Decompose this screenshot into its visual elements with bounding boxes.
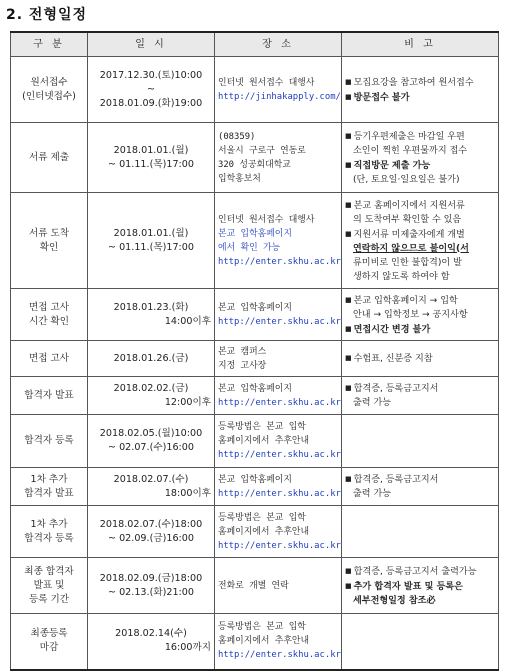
datetime-text: 2018.01.23.(화) xyxy=(113,301,189,313)
place-text: 본교 입학홈페이지 xyxy=(218,383,292,394)
datetime-text: 12:00이후 xyxy=(164,396,211,408)
datetime-text: 2018.01.26.(금) xyxy=(113,352,189,364)
table-row xyxy=(11,289,499,341)
datetime-text: ~ 02.07.(수)16:00 xyxy=(107,442,194,453)
datetime-cell xyxy=(88,614,215,670)
category-text: 면접 고사 xyxy=(28,352,70,364)
place-text: 본교 입학홈페이지 xyxy=(218,474,292,485)
note-text: ■ 면접시간 변경 불가 xyxy=(345,322,495,337)
column-header-notes: 비 고 xyxy=(342,32,499,57)
note-text: 생하지 않도록 하여야 함 xyxy=(353,271,450,282)
category-text: 서류 도착 xyxy=(28,227,70,239)
notes-cell xyxy=(342,341,499,377)
place-cell xyxy=(215,468,342,506)
place-cell xyxy=(215,506,342,558)
note-text: 류미비로 인한 불합격)이 발 xyxy=(353,257,462,268)
table-row xyxy=(11,193,499,289)
place-cell xyxy=(215,123,342,193)
category-text: 원서접수 xyxy=(30,76,68,88)
datetime-cell xyxy=(88,123,215,193)
datetime-text: 2017.12.30.(토)10:00 xyxy=(99,69,203,81)
datetime-text: 2018.01.09.(화)19:00 xyxy=(99,97,203,109)
category-text: 마감 xyxy=(39,642,59,654)
note-text: 출력 가능 xyxy=(353,489,392,499)
table-row xyxy=(11,468,499,506)
place-text: 서울시 구로구 연동로 xyxy=(218,145,306,156)
category-cell xyxy=(11,193,88,289)
datetime-text: ~ 02.13.(화)21:00 xyxy=(107,586,194,598)
category-cell xyxy=(11,341,88,377)
place-link[interactable]: http://enter.skhu.ac.kr xyxy=(218,650,341,661)
category-text: 면접 고사 xyxy=(28,301,70,313)
datetime-text: 2018.01.01.(월) xyxy=(113,144,189,156)
place-cell xyxy=(215,377,342,415)
category-text: 확인 xyxy=(39,241,59,253)
datetime-text: 14:00이후 xyxy=(164,315,211,327)
category-text: 발표 및 xyxy=(33,579,65,591)
notes-cell xyxy=(342,123,499,193)
datetime-cell xyxy=(88,193,215,289)
table-row xyxy=(11,341,499,377)
place-cell xyxy=(215,289,342,341)
place-cell xyxy=(215,415,342,468)
datetime-text: 2018.02.09.(금)18:00 xyxy=(99,572,203,584)
note-text: 세부전형일정 참조必 xyxy=(353,595,436,606)
note-text: ■ 지원서류 미제출자에게 개별 xyxy=(345,227,495,242)
place-text: 홈페이지에서 추후안내 xyxy=(218,636,310,647)
table-row xyxy=(11,415,499,468)
note-text: ■ 합격증, 등록금고지서 xyxy=(345,381,495,396)
category-text: 1차 추가 xyxy=(30,473,68,485)
notes-cell xyxy=(342,558,499,614)
notes-cell xyxy=(342,614,499,670)
page-title: 2. 전형일정 xyxy=(6,7,88,23)
schedule-table xyxy=(10,31,499,671)
category-cell xyxy=(11,614,88,670)
notes-cell xyxy=(342,289,499,341)
table-row xyxy=(11,558,499,614)
note-text: (단, 토요일·일요일은 불가) xyxy=(353,174,460,185)
category-cell xyxy=(11,558,88,614)
datetime-cell xyxy=(88,289,215,341)
table-row xyxy=(11,506,499,558)
place-link[interactable]: http://jinhakapply.com/ xyxy=(218,91,341,102)
place-link[interactable]: http://enter.skhu.ac.kr xyxy=(218,540,341,551)
place-cell xyxy=(215,57,342,123)
place-text: 홈페이지에서 추후안내 xyxy=(218,526,310,537)
notes-cell xyxy=(342,193,499,289)
column-header-datetime: 일 시 xyxy=(88,32,215,57)
place-text: 지정 고사장 xyxy=(218,360,267,371)
place-cell xyxy=(215,193,342,289)
datetime-cell xyxy=(88,341,215,377)
place-text: 본교 입학홈페이지 xyxy=(218,302,292,313)
note-text: ■ 모집요강을 참고하여 원서접수 xyxy=(345,75,495,90)
note-text: ■ 합격증, 등록금고지서 출력가능 xyxy=(345,564,495,579)
notes-cell xyxy=(342,377,499,415)
place-text: (08359) xyxy=(218,131,256,142)
table-row xyxy=(11,57,499,123)
category-text: 최종 합격자 xyxy=(24,565,74,577)
datetime-cell xyxy=(88,57,215,123)
category-text: (인터넷접수) xyxy=(22,90,76,102)
datetime-text: 16:00까지 xyxy=(164,642,211,654)
place-cell xyxy=(215,341,342,377)
place-link[interactable]: http://enter.skhu.ac.kr xyxy=(218,397,341,408)
datetime-text: 2018.02.02.(금) xyxy=(113,382,189,394)
category-cell xyxy=(11,289,88,341)
note-text: ■ 합격증, 등록금고지서 xyxy=(345,472,495,487)
place-link[interactable]: http://enter.skhu.ac.kr xyxy=(218,316,341,327)
place-text: 인터넷 원서접수 대행사 xyxy=(218,214,315,225)
notes-cell xyxy=(342,506,499,558)
datetime-text: 2018.02.07.(수)18:00 xyxy=(99,518,203,530)
note-text: ■ 추가 합격자 발표 및 등록은 xyxy=(345,579,495,594)
place-cell xyxy=(215,614,342,670)
datetime-cell xyxy=(88,415,215,468)
category-text: 합격자 등록 xyxy=(24,532,74,544)
datetime-text: 2018.02.14(수) xyxy=(115,628,187,640)
place-text: 등록방법은 본교 입학 xyxy=(218,622,306,633)
category-cell xyxy=(11,415,88,468)
category-text: 합격자 등록 xyxy=(24,435,74,446)
place-text: 320 성공회대학교 xyxy=(218,159,291,170)
category-cell xyxy=(11,57,88,123)
note-text: ■ 본교 홈페이지에서 지원서류 xyxy=(345,198,495,213)
note-text: ■ 본교 입학홈페이지 → 입학 xyxy=(345,293,495,308)
category-cell xyxy=(11,506,88,558)
category-text: 1차 추가 xyxy=(30,518,68,530)
datetime-text: 18:00이후 xyxy=(164,487,211,499)
datetime-cell xyxy=(88,558,215,614)
datetime-text: 2018.02.07.(수) xyxy=(113,473,189,485)
note-text: 의 도착여부 확인할 수 있음 xyxy=(353,214,462,225)
category-text: 합격자 발표 xyxy=(24,389,74,401)
place-link[interactable]: http://enter.skhu.ac.kr xyxy=(218,256,341,267)
datetime-text: 2018.01.01.(월) xyxy=(113,227,189,239)
place-text: 전화로 개별 연락 xyxy=(218,580,289,591)
table-row xyxy=(11,123,499,193)
place-text: 입학홍보처 xyxy=(218,173,261,184)
note-text: 출력 가능 xyxy=(353,398,392,408)
category-text: 최종등록 xyxy=(30,628,68,640)
place-text: 등록방법은 본교 입학 xyxy=(218,422,306,432)
place-text: 에서 확인 가능 xyxy=(218,242,281,253)
datetime-text: 2018.02.05.(월)10:00 xyxy=(99,428,203,439)
notes-cell xyxy=(342,57,499,123)
place-text: 본교 캠퍼스 xyxy=(218,346,267,357)
datetime-text: ~ 01.11.(목)17:00 xyxy=(107,241,194,253)
place-text: 홈페이지에서 추후안내 xyxy=(218,436,310,446)
table-row xyxy=(11,614,499,670)
notes-cell xyxy=(342,415,499,468)
header-row xyxy=(11,32,499,57)
category-text: 합격자 발표 xyxy=(24,487,74,499)
category-text: 등록 기간 xyxy=(28,593,70,605)
datetime-cell xyxy=(88,506,215,558)
note-text: 소인이 찍힌 우편물까지 접수 xyxy=(353,145,468,156)
category-cell xyxy=(11,377,88,415)
column-header-place: 장 소 xyxy=(215,32,342,57)
place-link[interactable]: http://enter.skhu.ac.kr xyxy=(218,450,341,460)
column-header-category: 구 분 xyxy=(11,32,88,57)
place-link[interactable]: http://enter.skhu.ac.kr xyxy=(218,488,341,499)
place-text: 인터넷 원서접수 대행사 xyxy=(218,77,315,88)
datetime-text: ~ 01.11.(목)17:00 xyxy=(107,158,194,170)
datetime-text: ~ xyxy=(146,83,156,95)
place-cell xyxy=(215,558,342,614)
datetime-text: ~ 02.09.(금)16:00 xyxy=(107,532,194,544)
place-text: 등록방법은 본교 입학 xyxy=(218,512,306,523)
place-text: 본교 입학홈페이지 xyxy=(218,228,292,239)
category-text: 시간 확인 xyxy=(28,315,70,327)
datetime-cell xyxy=(88,468,215,506)
category-cell xyxy=(11,468,88,506)
note-text: ■ 방문접수 불가 xyxy=(345,90,495,105)
table-row xyxy=(11,377,499,415)
note-text: 연락하지 않으므로 불이익(서 xyxy=(353,243,469,254)
note-text: 안내 → 입학정보 → 공지사항 xyxy=(353,309,468,320)
note-text: ■ 직접방문 제출 가능 xyxy=(345,158,495,173)
category-text: 서류 제출 xyxy=(28,151,70,163)
note-text: ■ 수험표, 신분증 지참 xyxy=(345,351,495,366)
note-text: ■ 등기우편제출은 마감일 우편 xyxy=(345,129,495,144)
category-cell xyxy=(11,123,88,193)
notes-cell xyxy=(342,468,499,506)
datetime-cell xyxy=(88,377,215,415)
